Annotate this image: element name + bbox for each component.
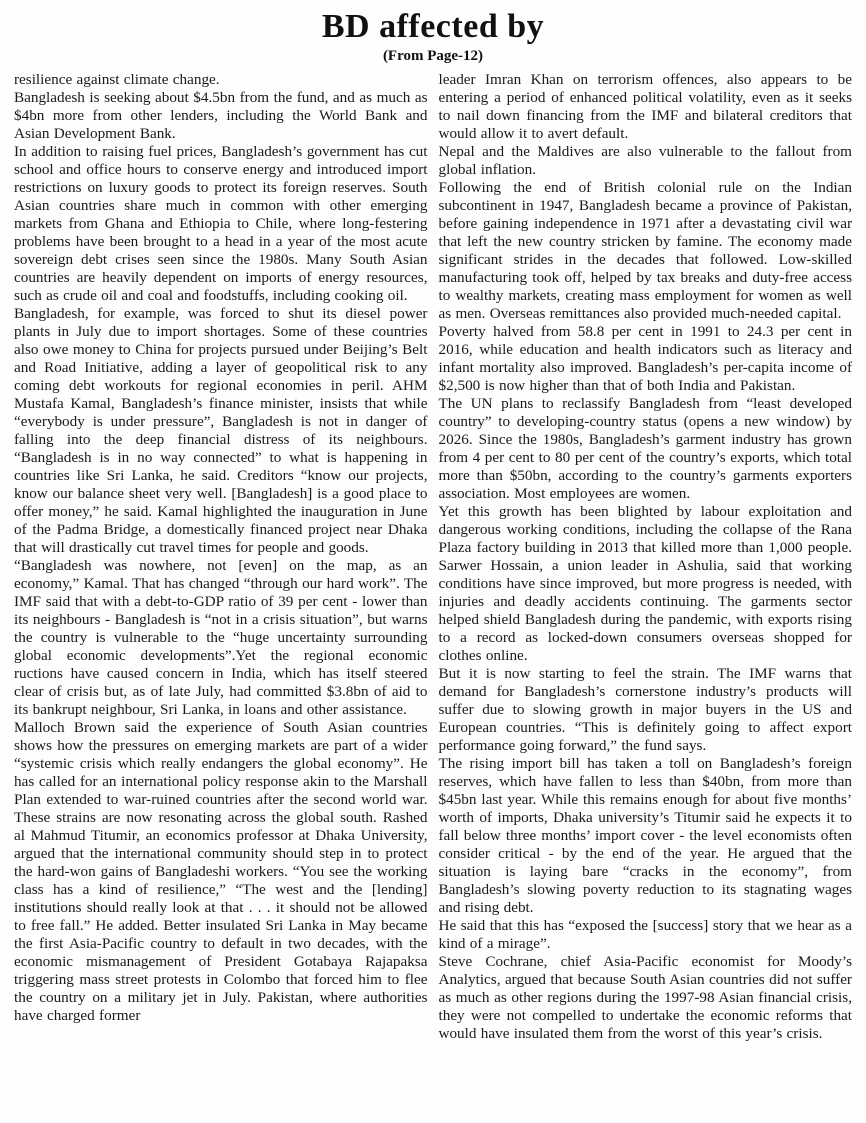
article-paragraph: Malloch Brown said the experience of South Asian countries shows how the pressures on emerging markets are part of a wider “systemic crisis which really endangers the global economy”. He has called for an international policy response akin to the Marshall Plan extended to war-ruined countries after the second world war. These strains are now resonating across the global south. Rashed al Mahmud Titumir, an economics professor at Dhaka University, argued that the international community should step in to protect the hard-won gains of Bangladeshi workers. “You see the working class has a kind of resilience,” “The west and the [lending] institutions should really look at that . . . it should not be allowed to free fall.” He added. Better insulated Sri Lanka in May became the first Asia-Pacific country to default in two decades, with the economic mismanagement of President Gotabaya Rajapaksa triggering mass street protests in Colombo that forced him to flee the country on a military jet in July. Pakistan, where authorities have charged former bbox=[14, 719, 428, 1024]
right-column bbox=[439, 71, 853, 1043]
article-masthead bbox=[14, 8, 852, 65]
article-paragraph: But it is now starting to feel the strain. The IMF warns that demand for Bangladesh’s cornerstone industry’s products will suffer due to slowing growth in major buyers in the US and European countries. “This is definitely going to affect export performance going forward,” the fund says. bbox=[438, 665, 852, 754]
article-paragraph: Poverty halved from 58.8 per cent in 1991 to 24.3 per cent in 2016, while education and health indicators such as literacy and infant mortality also improved. Bangladesh’s per-capita income of $2,500 is now higher than that of both India and Pakistan. bbox=[438, 323, 852, 394]
continued-from-note: (From Page-12) bbox=[382, 48, 484, 64]
article-paragraph: resilience against climate change. bbox=[14, 71, 220, 88]
article-paragraph: He said that this has “exposed the [success] story that we hear as a kind of a mirage”. bbox=[438, 917, 852, 952]
page-title: BD affected by bbox=[321, 8, 545, 45]
article-paragraph: “Bangladesh was nowhere, not [even] on the map, as an economy,” Kamal. That has changed “through our hard work”. The IMF said that with a debt-to-GDP ratio of 39 per cent - lower than its neighbours - Bangladesh is “not in a crisis situation”, but warns the country is vulnerable to the “huge uncertainty surrounding global economic developments”.Yet the regional economic ructions have caused concern in India, which has itself steered clear of crisis but, as of late July, had committed $3.8bn of aid to its bankrupt neighbour, Sri Lanka, in loans and other assistance. bbox=[14, 557, 428, 718]
article-paragraph: Steve Cochrane, chief Asia-Pacific economist for Moody’s Analytics, argued that because South Asian countries did not suffer as much as other regions during the 1997-98 Asian financial crisis, they were not compelled to undertake the economic reforms that would have insulated them from the worst of this year’s crisis. bbox=[438, 953, 852, 1042]
article-paragraph: The rising import bill has taken a toll on Bangladesh’s foreign reserves, which have fallen to less than $40bn, from more than $45bn last year. While this remains enough for about five months’ worth of imports, Dhaka university’s Titumir said he expects it to fall below three months’ import cover - the level economists often consider critical - by the end of the year. He argued that the situation is laying bare “cracks in the economy”, from Bangladesh’s slowing poverty reduction to its stagnating wages and rising debt. bbox=[438, 755, 852, 916]
article-paragraph: leader Imran Khan on terrorism offences, also appears to be entering a period of enhanced political volatility, even as it seeks to nail down financing from the IMF and bilateral creditors that would allow it to avert default. bbox=[438, 71, 852, 142]
article-body bbox=[14, 71, 852, 1043]
left-column bbox=[14, 71, 428, 1025]
article-paragraph: Nepal and the Maldives are also vulnerable to the fallout from global inflation. bbox=[438, 143, 852, 178]
article-paragraph: Yet this growth has been blighted by labour exploitation and dangerous working conditions, including the collapse of the Rana Plaza factory building in 2013 that killed more than 1,000 people. Sarwer Hossain, a union leader in Ashulia, said that working conditions have since improved, but more progress is needed, with injuries and deadly accidents continuing. The garments sector helped shield Bangladesh during the pandemic, with exports rising to a record as locked-down consumers overseas shopped for clothes online. bbox=[438, 503, 852, 664]
article-paragraph: The UN plans to reclassify Bangladesh from “least developed country” to developing-country status (opens a new window) by 2026. Since the 1980s, Bangladesh’s garment industry has grown from 4 per cent to 80 per cent of the country’s exports, which total more than $50bn, according to the country’s garments exporters association. Most employees are women. bbox=[438, 395, 852, 502]
article-paragraph: Bangladesh, for example, was forced to shut its diesel power plants in July due to import shortages. Some of these countries also owe money to China for projects pursued under Beijing’s Belt and Road Initiative, adding a layer of geopolitical risk to any coming debt workouts for regional economies in peril. AHM Mustafa Kamal, Bangladesh’s finance minister, insists that while “everybody is under pressure”, Bangladesh is not in danger of falling into the deep financial distress of its neighbours. “Bangladesh is in no way connected” to what is happening in countries like Sri Lanka, he said. Creditors “know our projects, know our balance sheet very well. [Bangladesh] is a good place to offer money,” he said. Kamal highlighted the inauguration in June of the Padma Bridge, a domestically financed project near Dhaka that will drastically cut travel times for people and goods. bbox=[14, 305, 428, 556]
article-paragraph: In addition to raising fuel prices, Bangladesh’s government has cut school and office hours to conserve energy and introduced import restrictions on luxury goods to protect its foreign reserves. South Asian countries share much in common with other emerging markets from Ghana and Ethiopia to Chile, where long-festering problems have been brought to a head in a year of the most acute sovereign debt crises seen since the 1980s. Many South Asian countries are heavily dependent on imports of energy resources, such as crude oil and coal and foodstuffs, including cooking oil. bbox=[14, 143, 428, 304]
article-paragraph: Following the end of British colonial rule on the Indian subcontinent in 1947, Bangladesh became a province of Pakistan, before gaining independence in 1971 after a devastating civil war that left the new country stricken by famine. The economy made significant strides in the decades that followed. Low-skilled manufacturing took off, helped by tax breaks and duty-free access to wealthy markets, creating mass employment for women as well as men. Overseas remittances also provided much-needed capital. bbox=[438, 179, 852, 322]
article-paragraph: Bangladesh is seeking about $4.5bn from the fund, and as much as $4bn more from other lenders, including the World Bank and Asian Development Bank. bbox=[14, 89, 428, 142]
